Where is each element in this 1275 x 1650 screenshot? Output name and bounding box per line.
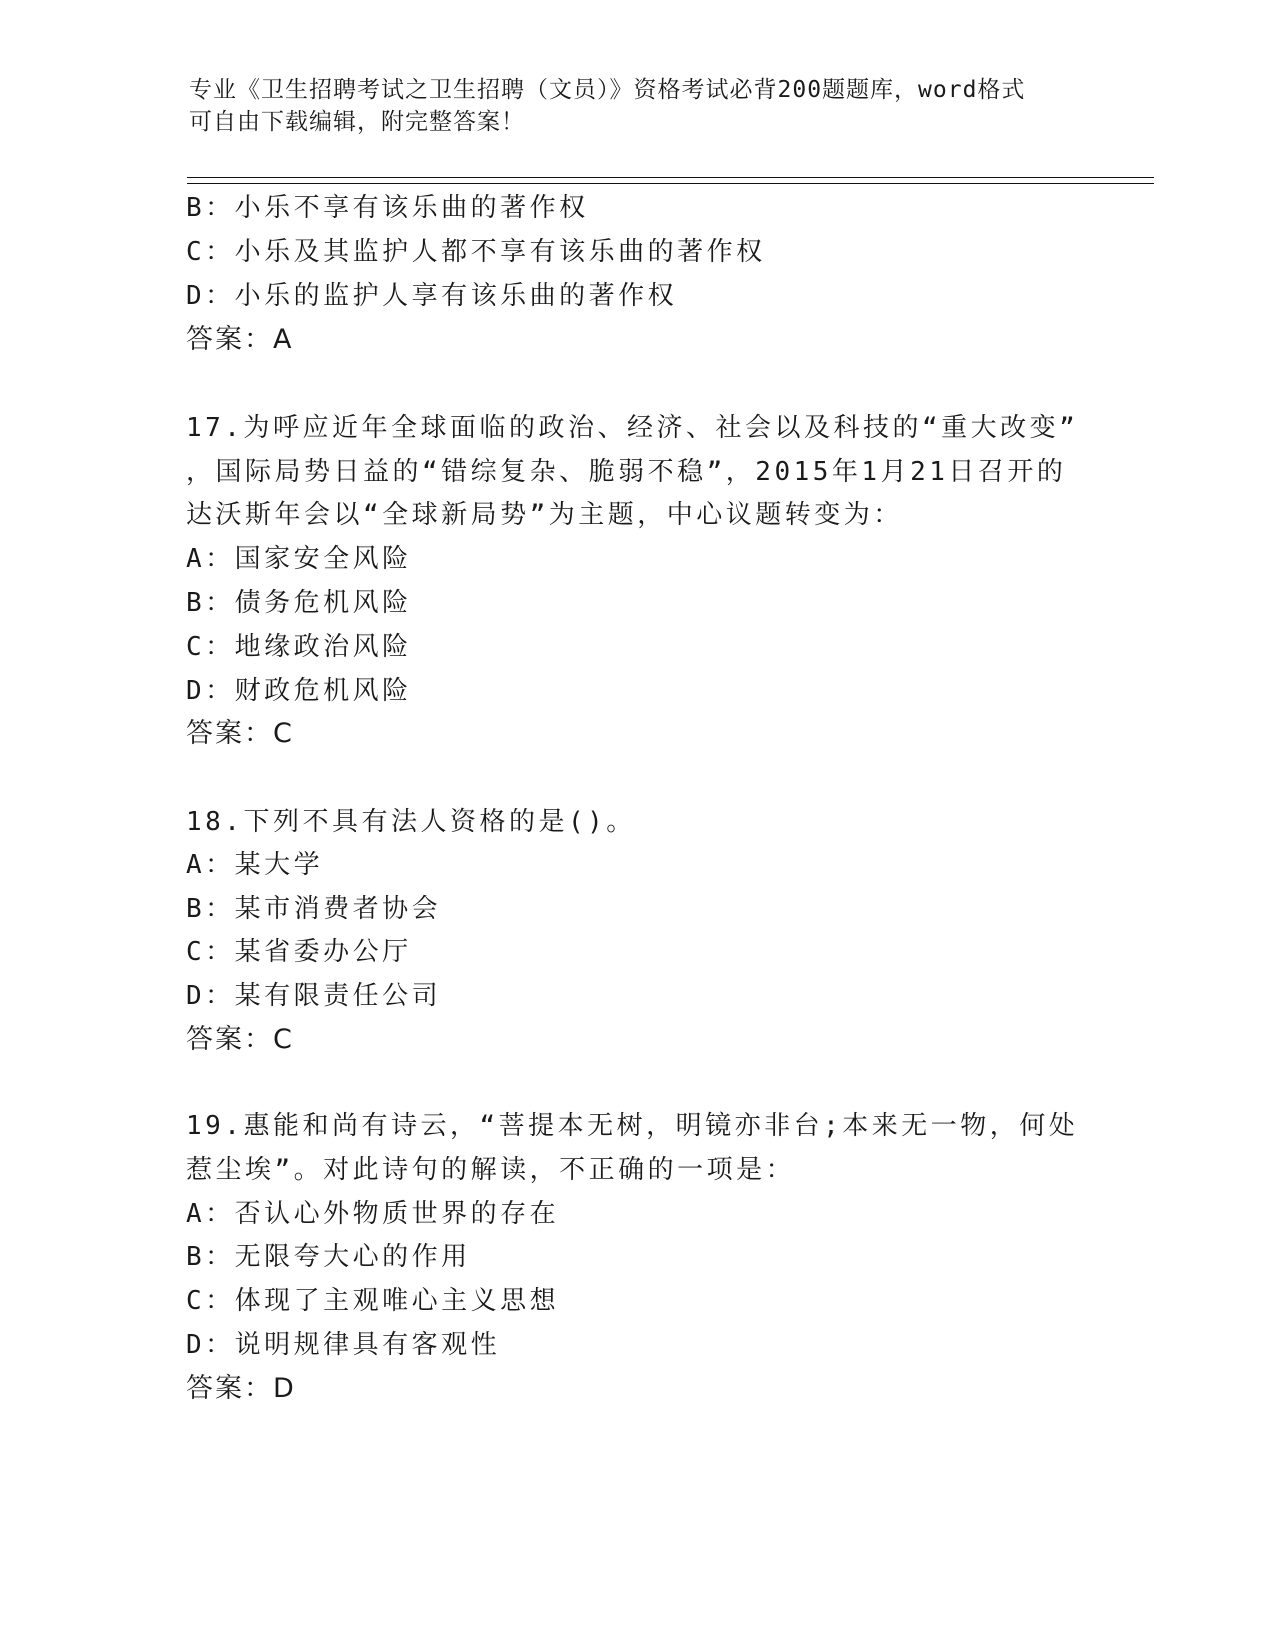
q17-stem-line-1: 17.为呼应近年全球面临的政治、经济、社会以及科技的“重大改变” [186, 413, 1079, 443]
q18-option-c: C：某省委办公厅 [186, 937, 412, 967]
q17-answer: 答案：C [186, 718, 294, 749]
q19-option-a: A：否认心外物质世界的存在 [186, 1199, 560, 1229]
q18-option-d: D：某有限责任公司 [186, 981, 442, 1011]
q18-answer: 答案：C [186, 1024, 294, 1055]
q17-option-a: A：国家安全风险 [186, 544, 412, 574]
q16-option-c: C：小乐及其监护人都不享有该乐曲的著作权 [186, 237, 766, 267]
header-divider-bottom [187, 183, 1154, 184]
q16-answer: 答案：A [186, 324, 294, 355]
q19-option-c: C：体现了主观唯心主义思想 [186, 1286, 560, 1316]
header-title-line-1: 专业《卫生招聘考试之卫生招聘（文员）》资格考试必背200题题库，word格式 [189, 77, 1026, 103]
q18-stem-line-1: 18.下列不具有法人资格的是()。 [186, 807, 636, 837]
q17-option-c: C：地缘政治风险 [186, 632, 412, 662]
q19-option-d: D：说明规律具有客观性 [186, 1330, 501, 1360]
q19-stem-line-1: 19.惠能和尚有诗云，“菩提本无树，明镜亦非台;本来无一物，何处 [186, 1111, 1079, 1141]
header-title-line-2: 可自由下载编辑，附完整答案！ [189, 109, 525, 135]
q19-option-b: B：无限夸大心的作用 [186, 1242, 471, 1272]
q17-option-d: D：财政危机风险 [186, 676, 412, 706]
q19-answer: 答案：D [186, 1373, 296, 1404]
q16-option-b: B：小乐不享有该乐曲的著作权 [186, 193, 589, 223]
q19-stem-line-2: 惹尘埃”。对此诗句的解读，不正确的一项是： [186, 1155, 796, 1185]
q16-option-d: D：小乐的监护人享有该乐曲的著作权 [186, 281, 678, 311]
q18-option-a: A：某大学 [186, 850, 324, 880]
q17-option-b: B：债务危机风险 [186, 588, 412, 618]
q17-stem-line-3: 达沃斯年会以“全球新局势”为主题，中心议题转变为： [186, 500, 903, 530]
header-divider-top [187, 177, 1154, 178]
document-header [189, 74, 1089, 138]
q17-stem-line-2: ，国际局势日益的“错综复杂、脆弱不稳”，2015年1月21日召开的 [186, 457, 1067, 487]
q18-option-b: B：某市消费者协会 [186, 894, 442, 924]
